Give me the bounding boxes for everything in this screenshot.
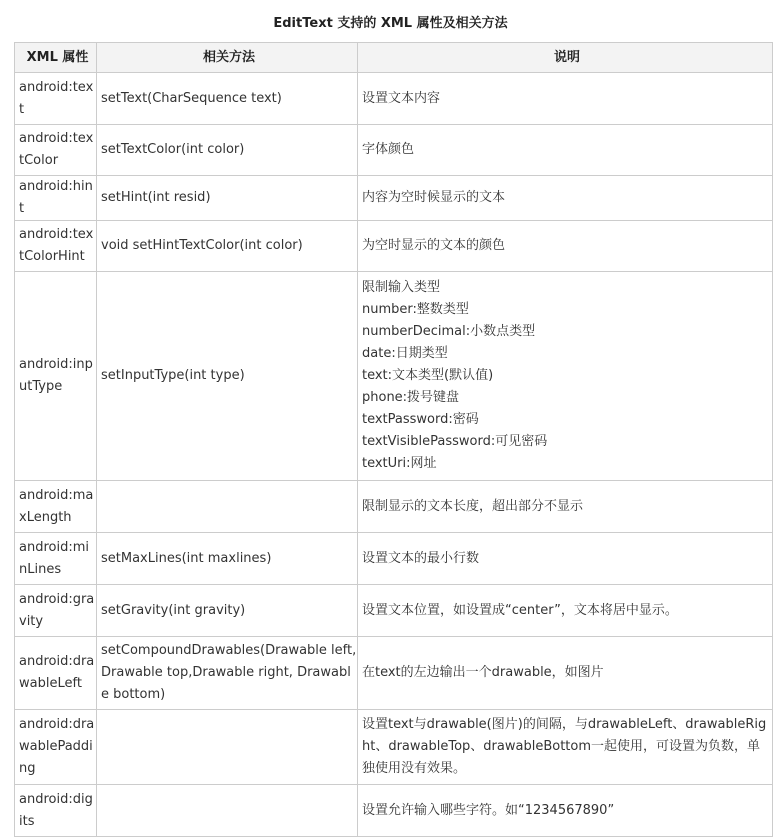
description-line: 字体颜色 (362, 142, 415, 157)
cell-method: setInputType(int type) (97, 272, 358, 481)
description-line: textPassword:密码 (362, 412, 479, 427)
description-line: textVisiblePassword:可见密码 (362, 434, 548, 449)
cell-description (358, 533, 773, 585)
cell-xml-attr: android:inputType (15, 272, 97, 481)
table-row (15, 73, 773, 125)
cell-description (358, 481, 773, 533)
description-line: 设置text与drawable(图片)的间隔，与drawableLeft、drawableRight、drawableTop、drawableBottom一起使用，可设置为负数，单独使用没有效果。 (362, 717, 767, 776)
description-line: number:整数类型 (362, 302, 469, 317)
header-description: 说明 (358, 43, 773, 73)
table-row (15, 585, 773, 637)
table-row (15, 176, 773, 221)
description-line: phone:拨号键盘 (362, 390, 460, 405)
description-line: 设置允许输入哪些字符。如“1234567890” (362, 802, 615, 818)
table-row (15, 637, 773, 710)
description-line: date:日期类型 (362, 346, 448, 361)
header-xml-attr: XML 属性 (15, 43, 97, 73)
table-row (15, 785, 773, 837)
cell-description (358, 221, 773, 272)
description-line: 限制输入类型 (362, 280, 441, 295)
cell-xml-attr: android:textColorHint (15, 221, 97, 272)
xml-attributes-table (14, 42, 773, 837)
description-line: 设置文本位置，如设置成“center”，文本将居中显示。 (362, 602, 678, 618)
cell-description (358, 272, 773, 481)
cell-description (358, 125, 773, 176)
table-row (15, 481, 773, 533)
cell-xml-attr: android:drawableLeft (15, 637, 97, 710)
description-line: 内容为空时候显示的文本 (362, 190, 506, 205)
cell-method: setTextColor(int color) (97, 125, 358, 176)
cell-method (97, 785, 358, 837)
cell-description (358, 710, 773, 785)
table-row (15, 533, 773, 585)
cell-description (358, 785, 773, 837)
table-header-row (15, 43, 773, 73)
cell-description (358, 73, 773, 125)
cell-xml-attr: android:textColor (15, 125, 97, 176)
cell-xml-attr: android:drawablePadding (15, 710, 97, 785)
cell-method (97, 710, 358, 785)
cell-description (358, 176, 773, 221)
description-line: 设置文本的最小行数 (362, 550, 480, 566)
description-line: textUri:网址 (362, 456, 437, 471)
cell-xml-attr: android:maxLength (15, 481, 97, 533)
cell-method: void setHintTextColor(int color) (97, 221, 358, 272)
table-row (15, 710, 773, 785)
cell-description (358, 637, 773, 710)
cell-method: setHint(int resid) (97, 176, 358, 221)
header-method: 相关方法 (97, 43, 358, 73)
table-row (15, 125, 773, 176)
cell-xml-attr: android:text (15, 73, 97, 125)
cell-description (358, 585, 773, 637)
description-line: text:文本类型(默认值) (362, 368, 494, 383)
cell-method: setGravity(int gravity) (97, 585, 358, 637)
cell-xml-attr: android:gravity (15, 585, 97, 637)
cell-xml-attr: android:minLines (15, 533, 97, 585)
table-row (15, 221, 773, 272)
description-line: numberDecimal:小数点类型 (362, 324, 536, 339)
cell-xml-attr: android:hint (15, 176, 97, 221)
description-line: 设置文本内容 (362, 90, 441, 106)
description-line: 在text的左边输出一个drawable，如图片 (362, 665, 604, 680)
cell-method: setCompoundDrawables(Drawable left, Drawable top,Drawable right, Drawable bottom) (97, 637, 358, 710)
cell-method (97, 481, 358, 533)
description-line: 为空时显示的文本的颜色 (362, 238, 506, 253)
cell-xml-attr: android:digits (15, 785, 97, 837)
cell-method: setMaxLines(int maxlines) (97, 533, 358, 585)
table-caption: EditText 支持的 XML 属性及相关方法 (273, 15, 508, 31)
description-line: 限制显示的文本长度，超出部分不显示 (362, 498, 584, 514)
cell-method: setText(CharSequence text) (97, 73, 358, 125)
table-row (15, 272, 773, 481)
